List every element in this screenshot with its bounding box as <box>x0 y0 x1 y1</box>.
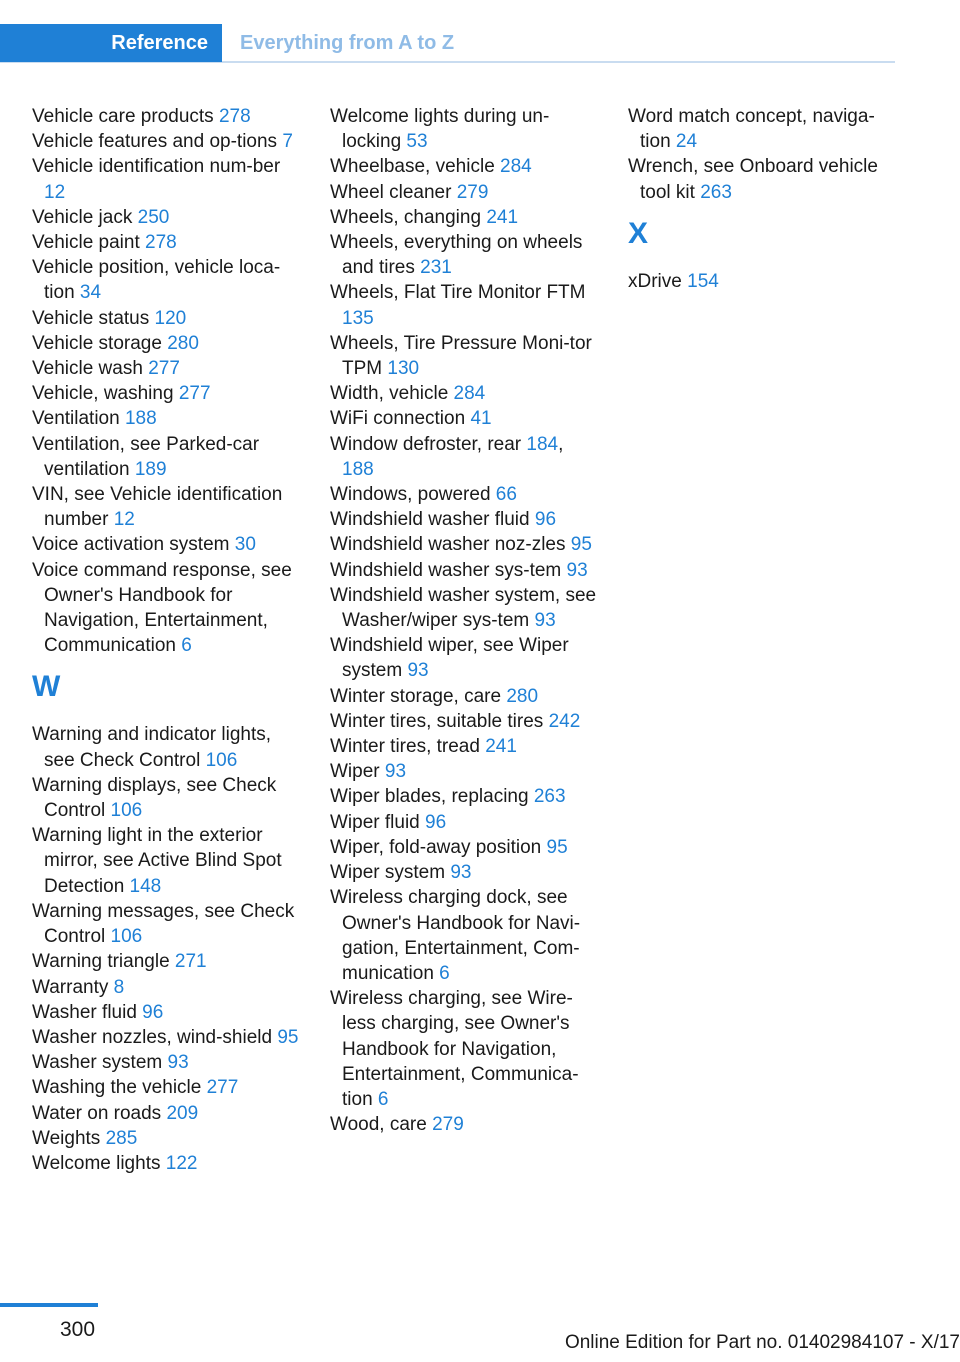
page-reference-link[interactable]: 6 <box>439 962 450 984</box>
page-reference-link[interactable]: 41 <box>470 408 492 430</box>
index-column-3 <box>628 104 896 294</box>
page-reference-link[interactable]: 148 <box>129 875 162 897</box>
index-entry <box>32 949 300 974</box>
index-entry-term: Warning displays, see Check Control <box>32 774 277 822</box>
index-entry <box>330 406 598 431</box>
index-entry <box>330 381 598 406</box>
page-reference-link[interactable]: 278 <box>145 232 177 254</box>
page-header <box>0 24 895 63</box>
index-entry-term: Wiper system <box>330 862 451 884</box>
index-entry-term: Wheels, everything on wheels and tires <box>330 232 583 279</box>
index-entry <box>330 709 598 734</box>
page-reference-link[interactable]: 30 <box>234 534 256 556</box>
index-entry-term: Washing the vehicle <box>32 1077 207 1099</box>
index-entry <box>32 1075 300 1100</box>
index-entry-term: Width, vehicle <box>330 383 454 405</box>
index-entry-term: Wiper, fold-away position <box>330 836 547 858</box>
page-reference-link[interactable]: 241 <box>485 736 517 758</box>
index-entry <box>32 722 300 772</box>
page-reference-link[interactable]: 6 <box>181 635 192 657</box>
index-entry-term: Ventilation <box>32 408 125 430</box>
index-entry <box>32 432 300 482</box>
page-reference-link[interactable]: 120 <box>154 307 187 329</box>
page-reference-link[interactable]: 106 <box>110 800 143 822</box>
index-entry <box>330 507 598 532</box>
index-entry-term: Warranty <box>32 976 114 998</box>
page-reference-link[interactable]: 95 <box>277 1026 299 1048</box>
page-reference-link[interactable]: 154 <box>687 270 719 292</box>
index-entry <box>628 104 896 154</box>
section-tab-reference[interactable]: Reference <box>0 24 222 62</box>
index-entry-term: Vehicle status <box>32 307 155 329</box>
page-reference-link[interactable]: 284 <box>453 383 486 405</box>
page-reference-link[interactable]: 209 <box>166 1102 199 1124</box>
index-entry <box>32 558 300 659</box>
index-entry <box>330 558 598 583</box>
page-reference-link[interactable]: 231 <box>420 257 452 279</box>
page-reference-link[interactable]: 184 <box>526 433 559 455</box>
index-entry-term: Vehicle jack <box>32 206 138 228</box>
index-entry <box>330 154 598 179</box>
index-entry-term: Voice activation system <box>32 534 235 556</box>
index-entry <box>32 306 300 331</box>
index-entry-term: Ventilation, see Parked-car ventilation <box>32 433 260 480</box>
index-entry-term: Vehicle identification num-ber <box>32 156 281 178</box>
index-entry-term: Wheel cleaner <box>330 181 457 203</box>
page-reference-link[interactable]: 34 <box>79 282 102 304</box>
index-entry <box>32 899 300 949</box>
page-reference-link[interactable]: 263 <box>533 786 566 808</box>
page-reference-link[interactable]: 93 <box>167 1052 189 1074</box>
index-entry-term: xDrive <box>628 270 688 292</box>
index-entry <box>32 129 300 154</box>
index-entry <box>330 835 598 860</box>
page-reference-link[interactable]: 95 <box>546 836 568 858</box>
index-entry <box>32 356 300 381</box>
page-number: 300 <box>60 1318 96 1341</box>
page-reference-link[interactable]: 135 <box>342 307 374 329</box>
index-entry-term: Vehicle position, vehicle loca-tion <box>32 257 281 304</box>
page-reference-link[interactable]: 277 <box>178 383 211 405</box>
index-entry <box>32 205 300 230</box>
index-entry-term: Warning and indicator lights, see Check Control <box>32 724 272 771</box>
page-reference-link[interactable]: 95 <box>570 534 592 556</box>
index-entry-term: Windshield washer fluid <box>330 509 535 531</box>
page-reference-link[interactable]: 96 <box>142 1001 164 1023</box>
page-reference-link[interactable]: 93 <box>450 862 472 884</box>
page-reference-link[interactable]: 277 <box>206 1077 239 1099</box>
index-entry-term: Wrench, see Onboard vehicle tool kit <box>628 156 878 203</box>
index-entry <box>32 1151 300 1176</box>
index-entry-term: Wiper fluid <box>330 811 426 833</box>
index-entry-term: Wheels, changing <box>330 206 487 228</box>
index-entry <box>32 773 300 823</box>
index-entry <box>32 482 300 532</box>
index-entry-term: Windows, powered <box>330 484 496 506</box>
page-reference-link[interactable]: 6 <box>377 1088 389 1110</box>
index-entry-term: Vehicle features and op-tions <box>32 131 283 153</box>
chapter-title[interactable]: Everything from A to Z <box>240 31 455 54</box>
index-entry-term: Windshield washer sys-tem <box>330 559 567 581</box>
index-column-1 <box>32 104 300 1176</box>
index-entry-term: Wireless charging dock, see Owner's Handbook for Navi-gation, Entertainment, Com-munication <box>330 887 581 984</box>
index-entry-term: Wheels, Flat Tire Monitor FTM <box>330 282 586 304</box>
page-reference-link[interactable]: 284 <box>500 156 532 178</box>
page-reference-link[interactable]: 106 <box>205 749 238 771</box>
page-reference-link[interactable]: 8 <box>113 976 125 998</box>
index-entry <box>330 810 598 835</box>
index-entry-term: Washer fluid <box>32 1001 143 1023</box>
index-entry <box>330 860 598 885</box>
page-reference-link[interactable]: 130 <box>387 358 420 380</box>
page-reference-link[interactable]: 66 <box>495 484 517 506</box>
index-entry <box>330 583 598 633</box>
index-entry <box>330 986 598 1112</box>
index-entry <box>330 432 598 482</box>
page-reference-link[interactable]: 241 <box>486 206 519 228</box>
index-entry-term: Welcome lights <box>32 1152 166 1174</box>
index-entry-term: Water on roads <box>32 1102 167 1124</box>
page-reference-link[interactable]: 53 <box>406 131 428 153</box>
index-entry <box>330 180 598 205</box>
index-entry-term: Washer nozzles, wind-shield <box>32 1026 278 1048</box>
index-column-2 <box>330 104 598 1137</box>
index-entry-term: Word match concept, naviga-tion <box>628 106 875 153</box>
index-entry <box>32 104 300 129</box>
index-entry-term: Warning messages, see Check Control <box>32 900 295 948</box>
index-letter-heading: W <box>32 670 61 704</box>
index-entry-term: Wood, care <box>330 1114 433 1136</box>
index-entry <box>628 269 896 294</box>
index-entry <box>32 1126 300 1151</box>
page-reference-link[interactable]: 188 <box>342 458 374 480</box>
index-entry-term: Voice command response, see Owner's Handbook for Navigation, Entertainment, Communication <box>32 559 292 657</box>
index-entry <box>330 205 598 230</box>
index-entry-term: Vehicle care products <box>32 106 219 127</box>
index-entry <box>32 331 300 356</box>
index-entry-term: Windshield washer noz-zles <box>330 534 571 556</box>
index-entry-term: Wheels, Tire Pressure Moni-tor TPM <box>330 332 592 380</box>
page-reference-link[interactable]: 96 <box>534 509 557 531</box>
index-entry-term: Washer system <box>32 1052 168 1074</box>
index-entry <box>330 759 598 784</box>
index-entry-term: Wiper blades, replacing <box>330 786 534 808</box>
index-entry <box>32 975 300 1000</box>
index-entry <box>32 406 300 431</box>
index-entry <box>32 532 300 557</box>
index-entry <box>628 154 896 204</box>
page-reference-link[interactable]: 278 <box>218 106 251 127</box>
index-entry-term: Warning triangle <box>32 951 175 973</box>
page-reference-separator: , <box>558 433 564 455</box>
page-reference-link[interactable]: 12 <box>44 181 66 203</box>
page-reference-link[interactable]: 93 <box>384 761 407 783</box>
index-entry-term: Vehicle wash <box>32 358 149 380</box>
index-entry-term: WiFi connection <box>330 408 471 430</box>
page-reference-link[interactable]: 263 <box>700 181 732 203</box>
index-entry <box>32 1000 300 1025</box>
index-letter-heading: X <box>628 216 649 250</box>
index-entry-term: Winter tires, suitable tires <box>330 710 549 732</box>
index-entry <box>32 255 300 305</box>
index-entry-term: Windshield wiper, see Wiper system <box>330 635 569 682</box>
index-entry <box>32 823 300 899</box>
index-entry <box>32 1101 300 1126</box>
page-reference-link[interactable]: 122 <box>165 1152 198 1174</box>
page-reference-link[interactable]: 24 <box>675 131 698 153</box>
index-entry-term: Vehicle paint <box>32 232 146 254</box>
page-reference-link[interactable]: 250 <box>137 206 170 228</box>
index-entry-term: Winter tires, tread <box>330 736 486 758</box>
page-reference-link[interactable]: 188 <box>124 408 157 430</box>
page-reference-link[interactable]: 93 <box>407 660 429 682</box>
index-entry-term: Winter storage, care <box>330 685 507 707</box>
page-reference-link[interactable]: 279 <box>432 1114 464 1136</box>
index-entry <box>330 885 598 986</box>
index-entry <box>32 381 300 406</box>
page-reference-link[interactable]: 96 <box>425 811 447 833</box>
index-entry <box>330 532 598 557</box>
page-reference-link[interactable]: 7 <box>282 131 293 153</box>
index-entry <box>330 230 598 280</box>
index-entry <box>330 784 598 809</box>
page-reference-link[interactable]: 280 <box>167 332 199 354</box>
page-reference-link[interactable]: 279 <box>456 181 489 203</box>
page-reference-link[interactable]: 277 <box>148 358 180 380</box>
page-reference-link[interactable]: 93 <box>534 610 556 632</box>
index-entry-term: Wheelbase, vehicle <box>330 156 501 178</box>
page-reference-link[interactable]: 106 <box>110 926 143 948</box>
index-entry-term: Vehicle storage <box>32 332 168 354</box>
index-entry <box>330 280 598 330</box>
index-entry <box>32 230 300 255</box>
index-entry-term: VIN, see Vehicle identification number <box>32 484 283 531</box>
index-entry <box>330 482 598 507</box>
index-entry <box>32 1025 300 1050</box>
index-entry <box>32 154 300 204</box>
page-reference-link[interactable]: 93 <box>566 559 588 581</box>
index-entry <box>330 1112 598 1137</box>
index-entry-term: Warning light in the exterior mirror, see Active Blind Spot Detection <box>32 825 282 897</box>
index-entry-term: Windshield washer system, see Washer/wiper sys-tem <box>330 584 597 632</box>
page-reference-link[interactable]: 271 <box>174 951 207 973</box>
index-entry-term: Vehicle, washing <box>32 383 179 405</box>
index-entry <box>330 734 598 759</box>
index-entry <box>330 684 598 709</box>
page-reference-link[interactable]: 280 <box>506 685 539 707</box>
page-reference-link[interactable]: 12 <box>113 509 135 531</box>
index-entry-term: Wireless charging, see Wire-less charging, see Owner's Handbook for Navigation, Entertainment, Communica-tion <box>330 988 579 1110</box>
index-entry <box>330 331 598 381</box>
index-entry-term: Window defroster, rear <box>330 433 527 455</box>
index-entry-term: Wiper <box>330 761 385 783</box>
edition-watermark: Online Edition for Part no. 01402984107 - X/17 <box>564 1332 960 1353</box>
page-reference-link[interactable]: 285 <box>105 1127 138 1149</box>
index-entry-term: Weights <box>32 1127 106 1149</box>
index-entry <box>32 1050 300 1075</box>
index-entry <box>330 104 598 154</box>
page-reference-link[interactable]: 242 <box>548 710 581 732</box>
index-entry-term: Welcome lights during un-locking <box>330 106 550 153</box>
page-reference-link[interactable]: 189 <box>134 458 167 480</box>
index-entry <box>330 633 598 683</box>
footer-accent-bar <box>0 1303 98 1307</box>
